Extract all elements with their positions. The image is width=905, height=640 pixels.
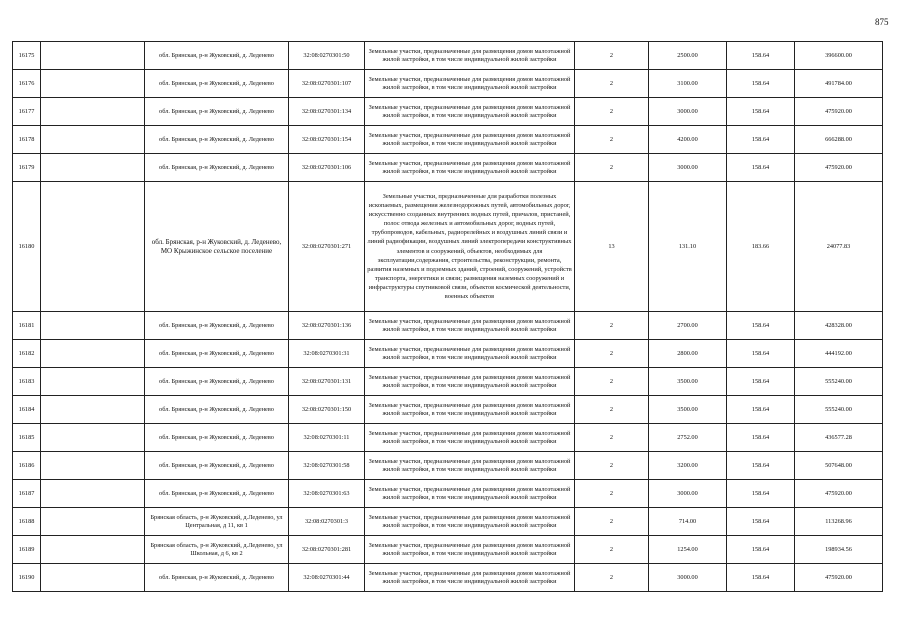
cell-value: 198934.56 (795, 536, 883, 564)
cell-cadastral: 32:08:0270301:107 (289, 70, 365, 98)
cell-address: обл. Брянская, р-н Жуковский, д. Леденево (145, 98, 289, 126)
cell-area: 2800.00 (649, 340, 727, 368)
cell-description: Земельные участки, предназначенные для размещения домов малоэтажной жилой застройки, в том числе индивидуальной жилой застройки (365, 452, 575, 480)
table-row (13, 564, 883, 592)
cell-number: 16177 (13, 98, 41, 126)
cell-rate: 158.64 (727, 564, 795, 592)
cell-address: обл. Брянская, р-н Жуковский, д. Леденево (145, 154, 289, 182)
cell-description: Земельные участки, предназначенные для размещения домов малоэтажной жилой застройки, в том числе индивидуальной жилой застройки (365, 70, 575, 98)
cell-cadastral: 32:08:0270301:50 (289, 42, 365, 70)
cell-group: 2 (575, 42, 649, 70)
cell-address: обл. Брянская, р-н Жуковский, д. Леденево (145, 70, 289, 98)
cell-group: 2 (575, 508, 649, 536)
cell-number: 16179 (13, 154, 41, 182)
cell-number: 16175 (13, 42, 41, 70)
cell-number: 16182 (13, 340, 41, 368)
cell-number: 16178 (13, 126, 41, 154)
cell-cadastral: 32:08:0270301:63 (289, 480, 365, 508)
cell-empty (41, 452, 145, 480)
cell-empty (41, 42, 145, 70)
cell-value: 475920.00 (795, 98, 883, 126)
cell-group: 2 (575, 452, 649, 480)
cell-value: 491784.00 (795, 70, 883, 98)
land-registry-table (12, 41, 883, 592)
cell-value: 396600.00 (795, 42, 883, 70)
cell-area: 4200.00 (649, 126, 727, 154)
cell-group: 2 (575, 98, 649, 126)
cell-area: 3200.00 (649, 452, 727, 480)
page-number: 875 (875, 17, 889, 27)
cell-description: Земельные участки, предназначенные для размещения домов малоэтажной жилой застройки, в том числе индивидуальной жилой застройки (365, 340, 575, 368)
table-row (13, 182, 883, 312)
cell-address: обл. Брянская, р-н Жуковский, д. Леденево (145, 312, 289, 340)
cell-group: 2 (575, 312, 649, 340)
cell-address: обл. Брянская, р-н Жуковский, д. Леденево (145, 42, 289, 70)
cell-number: 16181 (13, 312, 41, 340)
cell-area: 1254.00 (649, 536, 727, 564)
cell-empty (41, 368, 145, 396)
cell-description: Земельные участки, предназначенные для размещения домов малоэтажной жилой застройки, в том числе индивидуальной жилой застройки (365, 424, 575, 452)
cell-address: Брянская область, р-н Жуковский, д.Леденево, ул Центральная, д 11, кв 1 (145, 508, 289, 536)
cell-cadastral: 32:08:0270301:154 (289, 126, 365, 154)
table-row (13, 480, 883, 508)
table-row (13, 70, 883, 98)
cell-description: Земельные участки, предназначенные для размещения домов малоэтажной жилой застройки, в том числе индивидуальной жилой застройки (365, 564, 575, 592)
cell-area: 3500.00 (649, 396, 727, 424)
cell-group: 2 (575, 536, 649, 564)
cell-description: Земельные участки, предназначенные для разработки полезных ископаемых, размещения железнодорожных путей, автомобильных дорог, искусственно созданных внутренних водных путей, причалов, пристаней, полос отвода железных и автомобильных дорог, водных путей, трубопроводов, кабельных, радиорелейных и воздушных линий связи и линий радиофикации, воздушных линий электропередачи конструктивных элементов и сооружений, объектов, необходимых для эксплуатации,содержания, строительства, реконструкции, ремонта, развития наземных и подземных зданий, строений, сооружений, устройств транспорта, энергетики и связи; размещения наземных сооружений и инфраструктуры спутниковой связи, объектов космической деятельности, военных объектов (365, 182, 575, 312)
registry-body (13, 42, 883, 592)
cell-address: обл. Брянская, р-н Жуковский, д. Леденево (145, 424, 289, 452)
table-row (13, 368, 883, 396)
cell-value: 475920.00 (795, 480, 883, 508)
cell-number: 16186 (13, 452, 41, 480)
cell-cadastral: 32:08:0270301:58 (289, 452, 365, 480)
cell-rate: 158.64 (727, 42, 795, 70)
cell-rate: 158.64 (727, 536, 795, 564)
cell-empty (41, 126, 145, 154)
cell-empty (41, 70, 145, 98)
cell-area: 3100.00 (649, 70, 727, 98)
cell-description: Земельные участки, предназначенные для размещения домов малоэтажной жилой застройки, в том числе индивидуальной жилой застройки (365, 98, 575, 126)
cell-area: 3000.00 (649, 98, 727, 126)
table-row (13, 42, 883, 70)
table-row (13, 98, 883, 126)
cell-group: 13 (575, 182, 649, 312)
cell-rate: 158.64 (727, 340, 795, 368)
cell-description: Земельные участки, предназначенные для размещения домов малоэтажной жилой застройки, в том числе индивидуальной жилой застройки (365, 312, 575, 340)
cell-value: 507648.00 (795, 452, 883, 480)
cell-empty (41, 564, 145, 592)
cell-rate: 158.64 (727, 424, 795, 452)
cell-description: Земельные участки, предназначенные для размещения домов малоэтажной жилой застройки, в том числе индивидуальной жилой застройки (365, 126, 575, 154)
cell-address: обл. Брянская, р-н Жуковский, д. Леденево (145, 564, 289, 592)
cell-cadastral: 32:08:0270301:44 (289, 564, 365, 592)
cell-group: 2 (575, 126, 649, 154)
cell-area: 3000.00 (649, 154, 727, 182)
cell-value: 475920.00 (795, 154, 883, 182)
cell-cadastral: 32:08:0270301:271 (289, 182, 365, 312)
cell-empty (41, 424, 145, 452)
cell-value: 555240.00 (795, 368, 883, 396)
cell-area: 2752.00 (649, 424, 727, 452)
table-row (13, 536, 883, 564)
cell-empty (41, 154, 145, 182)
cell-group: 2 (575, 340, 649, 368)
table-row (13, 396, 883, 424)
cell-area: 2500.00 (649, 42, 727, 70)
cell-address: обл. Брянская, р-н Жуковский, д. Леденево (145, 126, 289, 154)
cell-number: 16176 (13, 70, 41, 98)
cell-area: 131.10 (649, 182, 727, 312)
cell-description: Земельные участки, предназначенные для размещения домов малоэтажной жилой застройки, в том числе индивидуальной жилой застройки (365, 480, 575, 508)
table-row (13, 452, 883, 480)
cell-number: 16185 (13, 424, 41, 452)
cell-address: обл. Брянская, р-н Жуковский, д. Леденево (145, 452, 289, 480)
cell-address: Брянская область, р-н Жуковский, д.Леденево, ул Школьная, д 6, кв 2 (145, 536, 289, 564)
table-row (13, 424, 883, 452)
cell-group: 2 (575, 70, 649, 98)
cell-description: Земельные участки, предназначенные для размещения домов малоэтажной жилой застройки, в том числе индивидуальной жилой застройки (365, 368, 575, 396)
cell-empty (41, 536, 145, 564)
cell-value: 555240.00 (795, 396, 883, 424)
cell-area: 3000.00 (649, 564, 727, 592)
cell-number: 16190 (13, 564, 41, 592)
cell-value: 428328.00 (795, 312, 883, 340)
cell-rate: 158.64 (727, 70, 795, 98)
table-row (13, 340, 883, 368)
cell-empty (41, 182, 145, 312)
cell-rate: 158.64 (727, 312, 795, 340)
cell-empty (41, 340, 145, 368)
cell-empty (41, 508, 145, 536)
cell-group: 2 (575, 154, 649, 182)
cell-cadastral: 32:08:0270301:136 (289, 312, 365, 340)
table-row (13, 312, 883, 340)
cell-address: обл. Брянская, р-н Жуковский, д. Леденево (145, 368, 289, 396)
table-row (13, 126, 883, 154)
cell-number: 16189 (13, 536, 41, 564)
cell-rate: 158.64 (727, 396, 795, 424)
cell-value: 24077.83 (795, 182, 883, 312)
cell-address: обл. Брянская, р-н Жуковский, д. Леденево (145, 340, 289, 368)
cell-cadastral: 32:08:0270301:11 (289, 424, 365, 452)
cell-rate: 158.64 (727, 154, 795, 182)
cell-rate: 158.64 (727, 480, 795, 508)
table-row (13, 154, 883, 182)
cell-cadastral: 32:08:0270301:3 (289, 508, 365, 536)
cell-rate: 183.66 (727, 182, 795, 312)
cell-cadastral: 32:08:0270301:31 (289, 340, 365, 368)
cell-area: 3000.00 (649, 480, 727, 508)
cell-value: 444192.00 (795, 340, 883, 368)
cell-number: 16188 (13, 508, 41, 536)
cell-description: Земельные участки, предназначенные для размещения домов малоэтажной жилой застройки, в том числе индивидуальной жилой застройки (365, 396, 575, 424)
cell-description: Земельные участки, предназначенные для размещения домов малоэтажной жилой застройки, в том числе индивидуальной жилой застройки (365, 536, 575, 564)
cell-group: 2 (575, 396, 649, 424)
cell-rate: 158.64 (727, 368, 795, 396)
cell-area: 2700.00 (649, 312, 727, 340)
cell-description: Земельные участки, предназначенные для размещения домов малоэтажной жилой застройки, в том числе индивидуальной жилой застройки (365, 154, 575, 182)
cell-description: Земельные участки, предназначенные для размещения домов малоэтажной жилой застройки, в том числе индивидуальной жилой застройки (365, 42, 575, 70)
cell-rate: 158.64 (727, 98, 795, 126)
cell-cadastral: 32:08:0270301:131 (289, 368, 365, 396)
cell-number: 16183 (13, 368, 41, 396)
cell-cadastral: 32:08:0270301:281 (289, 536, 365, 564)
cell-address: обл. Брянская, р-н Жуковский, д. Леденево (145, 396, 289, 424)
cell-group: 2 (575, 564, 649, 592)
cell-rate: 158.64 (727, 508, 795, 536)
cell-area: 714.00 (649, 508, 727, 536)
cell-rate: 158.64 (727, 452, 795, 480)
cell-number: 16180 (13, 182, 41, 312)
table-row (13, 508, 883, 536)
cell-rate: 158.64 (727, 126, 795, 154)
cell-address: обл. Брянская, р-н Жуковский, д. Леденево, МО Крыжинское сельское поселение (145, 182, 289, 312)
cell-group: 2 (575, 424, 649, 452)
cell-value: 113268.96 (795, 508, 883, 536)
cell-cadastral: 32:08:0270301:150 (289, 396, 365, 424)
cell-empty (41, 396, 145, 424)
cell-empty (41, 312, 145, 340)
cell-cadastral: 32:08:0270301:134 (289, 98, 365, 126)
cell-group: 2 (575, 480, 649, 508)
cell-number: 16187 (13, 480, 41, 508)
cell-description: Земельные участки, предназначенные для размещения домов малоэтажной жилой застройки, в том числе индивидуальной жилой застройки (365, 508, 575, 536)
cell-area: 3500.00 (649, 368, 727, 396)
cell-value: 436577.28 (795, 424, 883, 452)
cell-group: 2 (575, 368, 649, 396)
cell-number: 16184 (13, 396, 41, 424)
cell-address: обл. Брянская, р-н Жуковский, д. Леденево (145, 480, 289, 508)
cell-cadastral: 32:08:0270301:106 (289, 154, 365, 182)
cell-value: 666288.00 (795, 126, 883, 154)
cell-value: 475920.00 (795, 564, 883, 592)
cell-empty (41, 480, 145, 508)
cell-empty (41, 98, 145, 126)
